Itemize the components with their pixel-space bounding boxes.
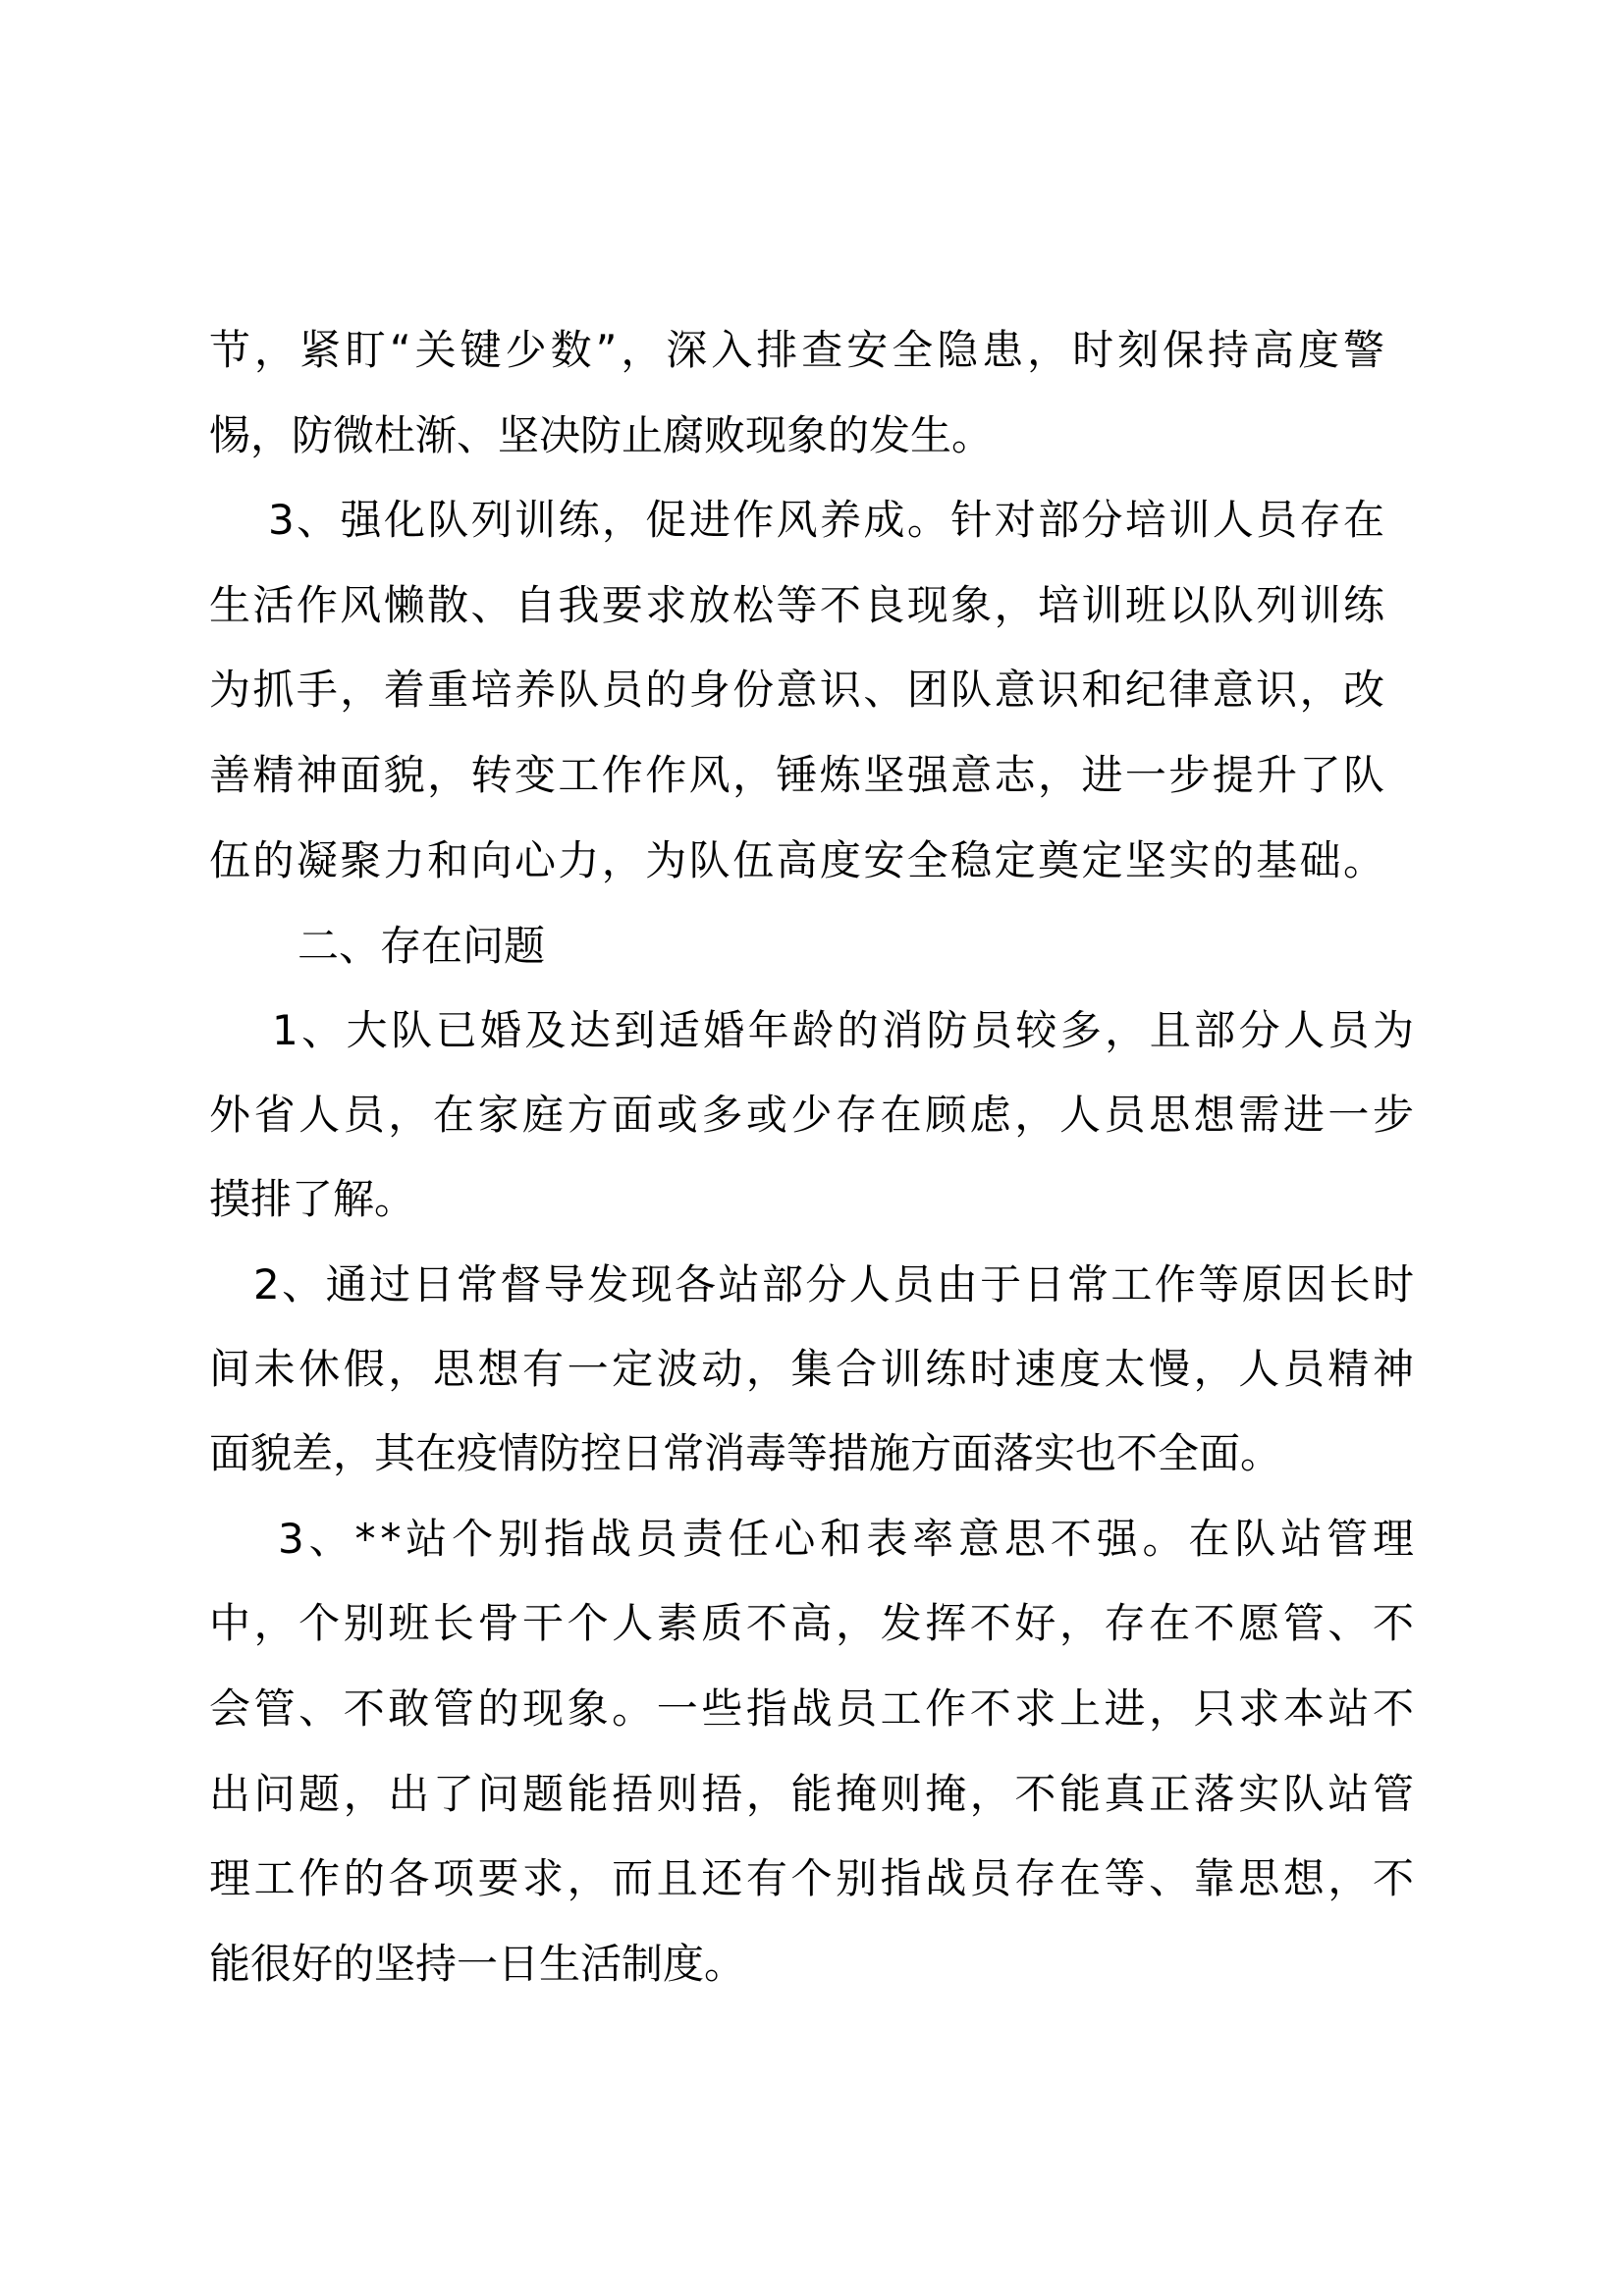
text-line: 会管、不敢管的现象。一些指战员工作不求上进，只求本站不 — [209, 1684, 1418, 1733]
text-line: 为抓手，着重培养队员的身份意识、团队意识和纪律意识，改 — [209, 666, 1387, 714]
text-line: 中，个别班长骨干个人素质不高，发挥不好，存在不愿管、不 — [209, 1599, 1418, 1647]
text-line: 2、通过日常督导发现各站部分人员由于日常工作等原因长时 — [253, 1260, 1417, 1308]
text-line: 能很好的坚持一日生活制度。 — [209, 1940, 746, 1988]
text-line: 二、存在问题 — [298, 922, 546, 970]
text-line: 面貌差，其在疫情防控日常消毒等措施方面落实也不全面。 — [209, 1429, 1282, 1477]
text-line: 3、强化队列训练，促进作风养成。针对部分培训人员存在 — [268, 496, 1387, 544]
text-line: 出问题，出了问题能捂则捂，能掩则掩，不能真正落实队站管 — [209, 1770, 1418, 1818]
text-line: 摸排了解。 — [209, 1175, 416, 1223]
text-line: 善精神面貌，转变工作作风，锤炼坚强意志，进一步提升了队 — [209, 751, 1387, 799]
text-line: 节，紧盯“关键少数”，深入排查安全隐患，时刻保持高度警 — [209, 326, 1388, 374]
text-line: 生活作风懒散、自我要求放松等不良现象，培训班以队列训练 — [209, 581, 1387, 629]
text-line: 惕，防微杜渐、坚决防止腐败现象的发生。 — [209, 411, 994, 459]
text-line: 伍的凝聚力和向心力，为队伍高度安全稳定奠定坚实的基础。 — [209, 836, 1387, 884]
text-line: 理工作的各项要求，而且还有个别指战员存在等、靠思想，不 — [209, 1854, 1418, 1902]
text-line: 外省人员，在家庭方面或多或少存在顾虑，人员思想需进一步 — [209, 1091, 1418, 1139]
text-line: 间未休假，思想有一定波动，集合训练时速度太慢，人员精神 — [209, 1345, 1418, 1393]
text-line: 1、大队已婚及达到适婚年龄的消防员较多，且部分人员为 — [272, 1006, 1418, 1054]
text-line: 3、**站个别指战员责任心和表率意思不强。在队站管理 — [278, 1515, 1419, 1563]
